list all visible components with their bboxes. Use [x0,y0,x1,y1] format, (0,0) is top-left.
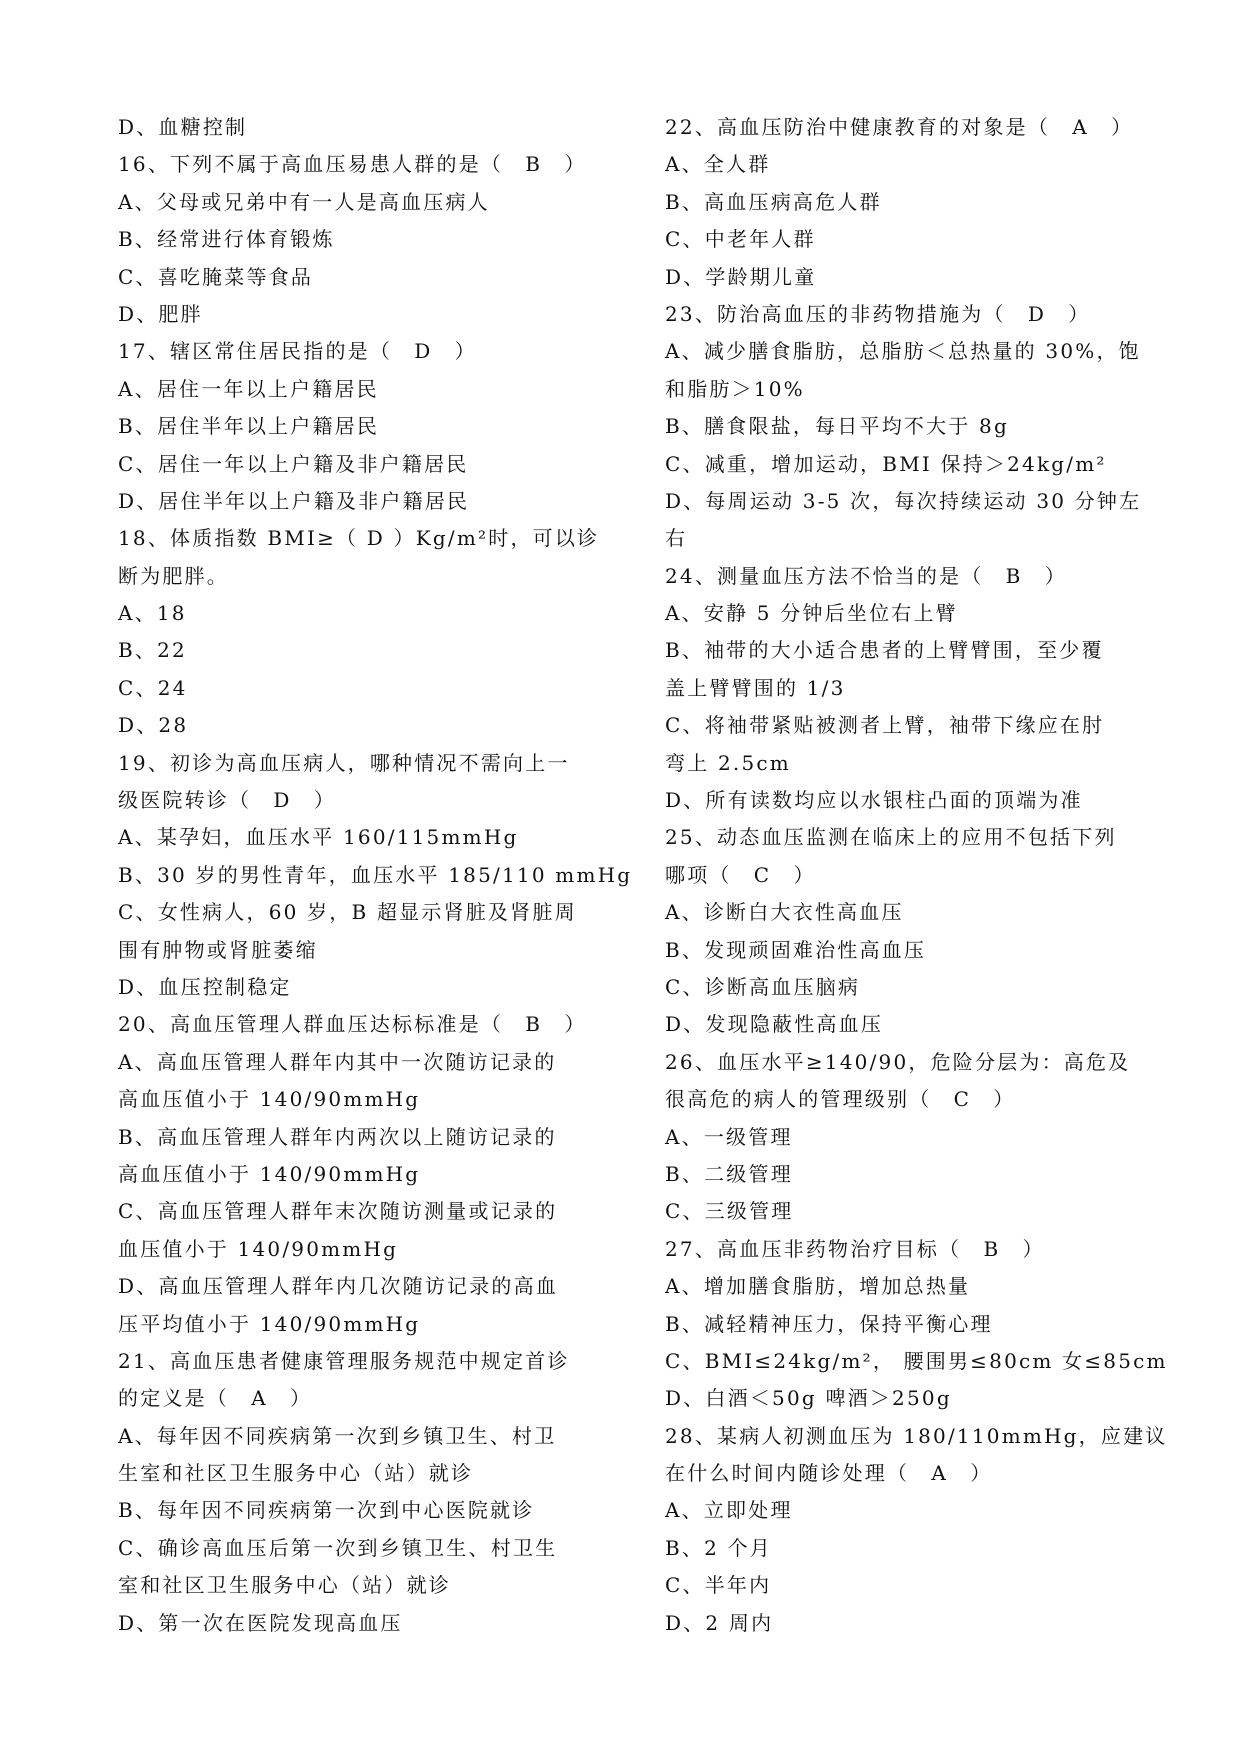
text-line: D、血压控制稳定 [118,974,292,999]
text-line: D、发现隐蔽性高血压 [665,1012,884,1037]
text-line: 28、某病人初测血压为 180/110mmHg，应建议 [665,1423,1168,1448]
text-line: 27、高血压非药物治疗目标（ B ） [665,1236,1045,1261]
text-line: 16、下列不属于高血压易患人群的是（ B ） [118,152,587,177]
text-line: B、二级管理 [665,1161,793,1186]
text-line: 哪项（ C ） [665,862,816,887]
text-line: D、白酒＜50g 啤酒＞250g [665,1386,952,1411]
text-line: 高血压值小于 140/90mmHg [118,1087,421,1112]
text-line: 断为肥胖。 [118,563,229,588]
left-column [118,109,633,1642]
text-line: B、高血压病高危人群 [665,189,882,214]
right-column [665,109,1168,1642]
text-line: C、居住一年以上户籍及非户籍居民 [118,451,469,476]
text-line: C、诊断高血压脑病 [665,974,861,999]
text-line: C、确诊高血压后第一次到乡镇卫生、村卫生 [118,1535,558,1560]
text-line: C、喜吃腌菜等食品 [118,264,314,289]
text-line: 生室和社区卫生服务中心（站）就诊 [118,1461,474,1486]
text-line: 26、血压水平≥140/90，危险分层为：高危及 [665,1049,1131,1074]
text-line: 高血压值小于 140/90mmHg [118,1161,421,1186]
text-line: A、立即处理 [665,1498,793,1523]
text-line: 和脂肪＞10% [665,376,805,401]
text-line: B、发现顽固难治性高血压 [665,937,927,962]
text-line: B、膳食限盐，每日平均不大于 8g [665,414,1009,439]
text-line: 右 [665,526,688,551]
text-line: D、所有读数均应以水银柱凸面的顶端为准 [665,788,1083,813]
text-line: 17、辖区常住居民指的是（ D ） [118,339,477,364]
text-line: C、半年内 [665,1573,772,1598]
text-line: B、每年因不同疾病第一次到中心医院就诊 [118,1498,535,1523]
text-line: 盖上臂臂围的 1/3 [665,675,846,700]
text-line: A、减少膳食脂肪，总脂肪＜总热量的 30%，饱 [665,339,1141,364]
text-line: C、高血压管理人群年末次随访测量或记录的 [118,1199,558,1224]
text-line: A、诊断白大衣性高血压 [665,900,904,925]
text-line: D、学龄期儿童 [665,264,817,289]
text-line: D、血糖控制 [118,115,248,139]
text-line: D、第一次在医院发现高血压 [118,1610,403,1635]
text-line: 22、高血压防治中健康教育的对象是（ A ） [665,115,1134,139]
text-line: 18、体质指数 BMI≥（ D ）Kg/m²时，可以诊 [118,526,600,551]
text-line: C、24 [118,675,188,700]
text-line: C、减重，增加运动，BMI 保持＞24kg/m² [665,451,1107,476]
text-line: A、某孕妇，血压水平 160/115mmHg [118,825,519,850]
text-line: C、中老年人群 [665,227,816,252]
text-line: A、父母或兄弟中有一人是高血压病人 [118,189,490,214]
text-line: A、高血压管理人群年内其中一次随访记录的 [118,1049,557,1074]
text-line: 弯上 2.5cm [665,750,791,775]
text-line: D、居住半年以上户籍及非户籍居民 [118,488,470,513]
text-line: B、高血压管理人群年内两次以上随访记录的 [118,1124,557,1149]
text-line: D、2 周内 [665,1610,774,1635]
text-line: 很高危的病人的管理级别（ C ） [665,1087,1016,1112]
text-line: 级医院转诊（ D ） [118,788,337,813]
text-line: 20、高血压管理人群血压达标标准是（ B ） [118,1012,587,1037]
text-line: D、高血压管理人群年内几次随访记录的高血 [118,1274,559,1299]
text-line: A、安静 5 分钟后坐位右上臂 [665,601,958,626]
text-line: B、居住半年以上户籍居民 [118,414,380,439]
text-line: 室和社区卫生服务中心（站）就诊 [118,1573,451,1598]
text-line: 25、动态血压监测在临床上的应用不包括下列 [665,825,1117,850]
text-line: 围有肿物或肾脏萎缩 [118,937,318,962]
text-line: 23、防治高血压的非药物措施为（ D ） [665,301,1091,326]
text-line: B、22 [118,638,187,663]
text-line: D、肥胖 [118,301,203,326]
text-line: 的定义是（ A ） [118,1386,313,1411]
text-line: A、增加膳食脂肪，增加总热量 [665,1274,971,1299]
text-line: C、女性病人，60 岁，B 超显示肾脏及肾脏周 [118,900,577,925]
text-line: 在什么时间内随诊处理（ A ） [665,1461,993,1486]
text-line: 21、高血压患者健康管理服务规范中规定首诊 [118,1348,570,1373]
text-line: B、减轻精神压力，保持平衡心理 [665,1311,993,1336]
text-line: C、BMI≤24kg/m²， 腰围男≤80cm 女≤85cm [665,1348,1168,1373]
text-line: A、每年因不同疾病第一次到乡镇卫生、村卫 [118,1423,557,1448]
text-line: D、每周运动 3-5 次，每次持续运动 30 分钟左 [665,488,1142,513]
text-line: D、28 [118,713,189,738]
text-line: C、将袖带紧贴被测者上臂，袖带下缘应在肘 [665,713,1105,738]
text-line: 压平均值小于 140/90mmHg [118,1311,421,1336]
text-line: 血压值小于 140/90mmHg [118,1236,399,1261]
text-line: 24、测量血压方法不恰当的是（ B ） [665,563,1067,588]
text-line: B、经常进行体育锻炼 [118,227,335,252]
text-line: A、一级管理 [665,1124,793,1149]
text-line: B、30 岁的男性青年，血压水平 185/110 mmHg [118,862,633,887]
text-line: B、袖带的大小适合患者的上臂臂围，至少覆 [665,638,1104,663]
text-line: A、居住一年以上户籍居民 [118,376,379,401]
text-line: C、三级管理 [665,1199,794,1224]
text-line: A、全人群 [665,152,771,177]
text-line: 19、初诊为高血压病人，哪种情况不需向上一 [118,750,570,775]
text-line: B、2 个月 [665,1535,772,1560]
text-line: A、18 [118,601,187,626]
